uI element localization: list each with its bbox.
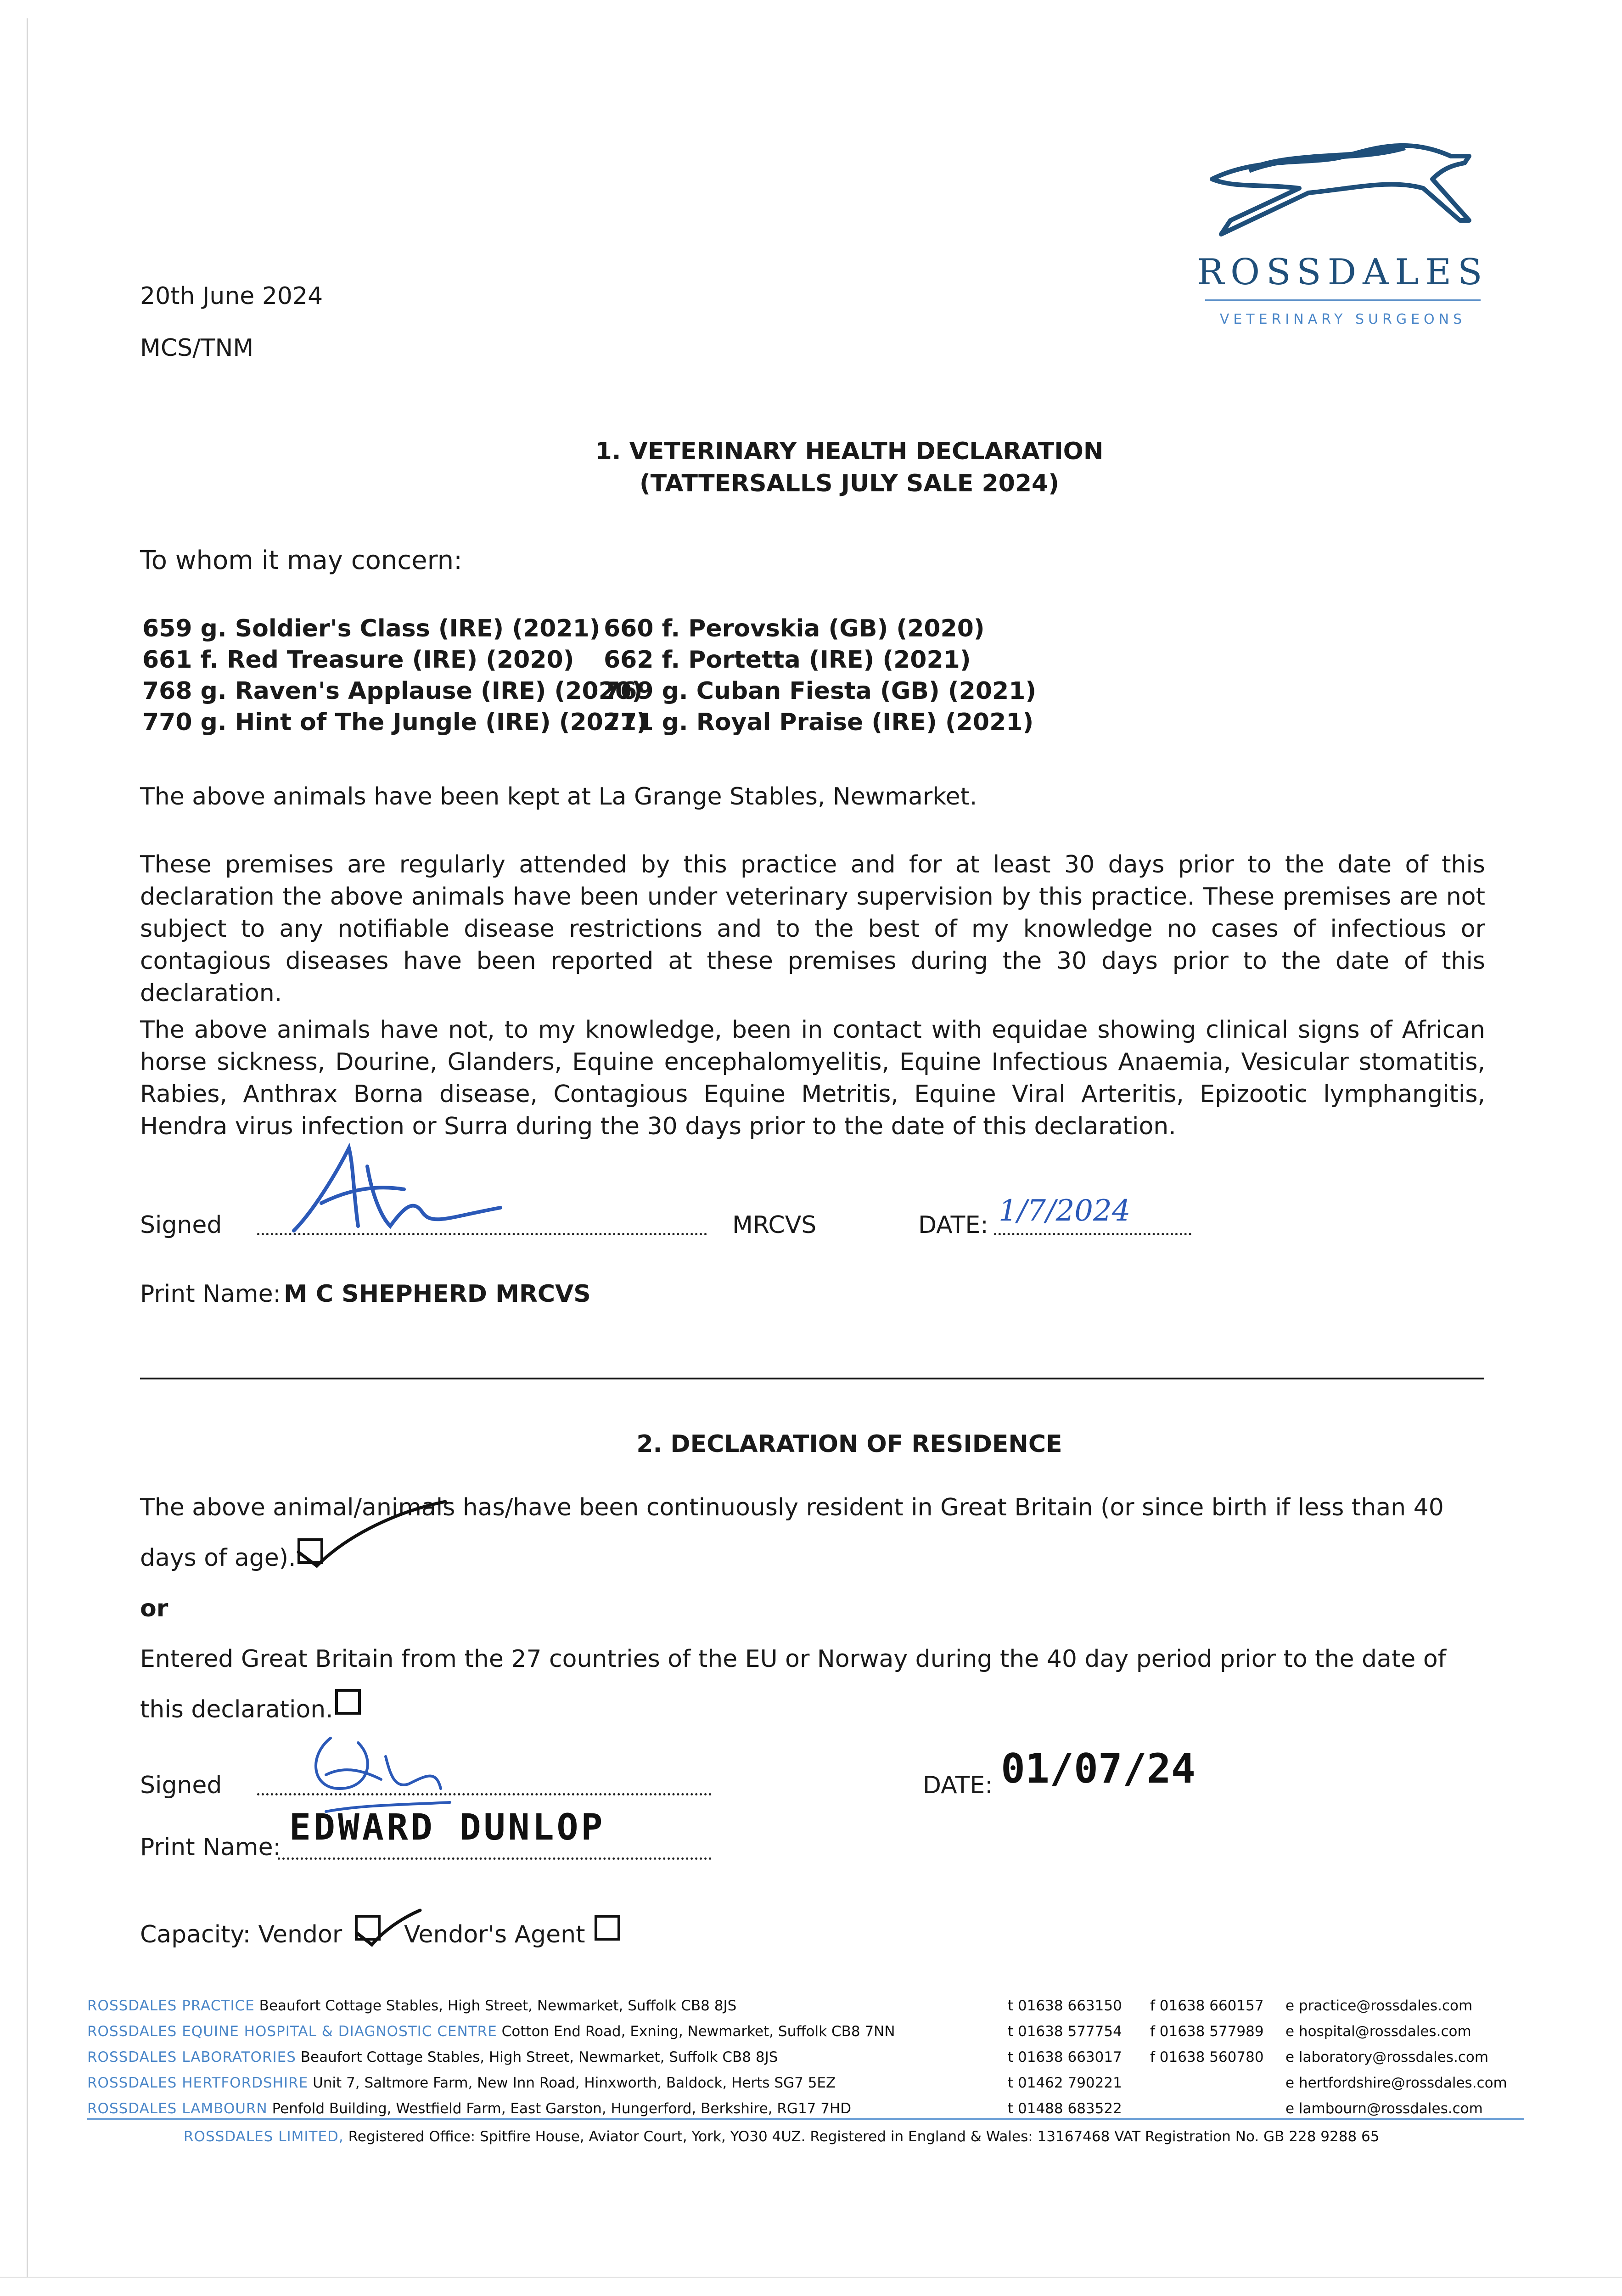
footer-address: Cotton End Road, Exning, Newmarket, Suffolk CB8 7NN xyxy=(501,2023,895,2040)
list-item: 771 g. Royal Praise (IRE) (2021) xyxy=(604,709,1034,736)
logo-underline xyxy=(1205,299,1481,301)
footer-row xyxy=(87,1993,1001,2019)
vendors-agent-label: Vendor's Agent xyxy=(404,1921,585,1948)
scan-bottom-edge xyxy=(0,2277,1622,2278)
option1-line2: days of age). xyxy=(140,1544,296,1572)
vendor-print-name: EDWARD DUNLOP xyxy=(289,1807,606,1848)
reference-code: MCS/TNM xyxy=(140,334,254,362)
footer-phone: t 01488 683522 xyxy=(1008,2100,1122,2117)
horse-list xyxy=(142,613,1061,738)
footer-phone: t 01638 663017 xyxy=(1008,2049,1122,2065)
footer-emails xyxy=(1285,1993,1524,2122)
footer-org: ROSSDALES EQUINE HOSPITAL & DIAGNOSTIC CENTRE xyxy=(87,2023,497,2040)
scan-edge xyxy=(27,18,28,2278)
signed-label: Signed xyxy=(140,1772,222,1799)
vendors-agent-checkbox[interactable] xyxy=(595,1915,620,1941)
footer-org: ROSSDALES HERTFORDSHIRE xyxy=(87,2075,309,2091)
option1-line1: The above animal/animals has/have been continuously resident in Great Britain (or since birth if less than 40 xyxy=(140,1494,1444,1521)
rossdales-horse-logo-icon xyxy=(1194,138,1492,250)
footer-address: Penfold Building, Westfield Farm, East Garston, Hungerford, Berkshire, RG17 7HD xyxy=(272,2100,852,2117)
option2-line1: Entered Great Britain from the 27 countries of the EU or Norway during the 40 day period prior to the date of xyxy=(140,1645,1446,1673)
footer-org: ROSSDALES LABORATORIES xyxy=(87,2049,296,2065)
date-label: DATE: xyxy=(918,1211,988,1239)
paragraph-premises: The above animals have been kept at La Grange Stables, Newmarket. xyxy=(140,783,977,810)
logo-name: ROSSDALES xyxy=(1197,252,1489,293)
registered-org: ROSSDALES LIMITED, xyxy=(184,2128,344,2145)
footer-divider xyxy=(87,2118,1524,2120)
footer-email[interactable]: e hospital@rossdales.com xyxy=(1285,2023,1471,2040)
footer-row xyxy=(87,2044,1001,2070)
option2-line2: this declaration. xyxy=(140,1696,333,1723)
footer-fax: f 01638 577989 xyxy=(1150,2023,1264,2040)
section1-title xyxy=(528,435,1171,500)
section-divider xyxy=(140,1378,1484,1379)
list-item: 768 g. Raven's Applause (IRE) (2020) xyxy=(142,677,643,705)
section1-title-line1: 1. VETERINARY HEALTH DECLARATION xyxy=(595,438,1104,465)
list-item: 661 f. Red Treasure (IRE) (2020) xyxy=(142,646,574,674)
eu-entry-checkbox[interactable] xyxy=(335,1689,361,1715)
footer-email[interactable]: e hertfordshire@rossdales.com xyxy=(1285,2075,1507,2091)
date-label: DATE: xyxy=(923,1772,993,1799)
letter-date: 20th June 2024 xyxy=(140,282,323,310)
footer-address: Beaufort Cottage Stables, High Street, Newmarket, Suffolk CB8 8JS xyxy=(259,1998,737,2014)
footer-org: ROSSDALES PRACTICE xyxy=(87,1998,255,2014)
salutation: To whom it may concern: xyxy=(140,546,462,575)
footer-row xyxy=(87,2070,1001,2096)
footer-addresses xyxy=(87,1993,1001,2122)
footer-fax: f 01638 560780 xyxy=(1150,2049,1264,2065)
vet-date-value: 1/7/2024 xyxy=(999,1194,1131,1228)
registered-office xyxy=(184,2124,1524,2150)
list-item: 660 f. Perovskia (GB) (2020) xyxy=(604,615,985,642)
logo-subtitle: VETERINARY SURGEONS xyxy=(1219,311,1466,327)
vendor-date-value: 01/07/24 xyxy=(1001,1745,1195,1792)
print-name-label: Print Name: xyxy=(140,1280,281,1308)
vet-print-name: M C SHEPHERD MRCVS xyxy=(284,1280,591,1308)
registered-text: Registered Office: Spitfire House, Aviator Court, York, YO30 4UZ. Registered in England & Wales: 13167468 VAT Registration No. GB 228 9288 65 xyxy=(348,2128,1380,2145)
footer-row xyxy=(87,2019,1001,2044)
mrcvs-label: MRCVS xyxy=(732,1211,817,1239)
footer-email[interactable]: e laboratory@rossdales.com xyxy=(1285,2049,1489,2065)
footer-phone: t 01638 663150 xyxy=(1008,1998,1122,2014)
footer-address: Unit 7, Saltmore Farm, New Inn Road, Hinxworth, Baldock, Herts SG7 5EZ xyxy=(313,2075,836,2091)
section1-title-line2: (TATTERSALLS JULY SALE 2024) xyxy=(640,470,1059,498)
list-item: 769 g. Cuban Fiesta (GB) (2021) xyxy=(604,677,1037,705)
list-item: 662 f. Portetta (IRE) (2021) xyxy=(604,646,971,674)
checkmark-icon xyxy=(294,1483,450,1577)
list-item: 770 g. Hint of The Jungle (IRE) (2021) xyxy=(142,709,647,736)
footer-fax: f 01638 660157 xyxy=(1150,1998,1264,2014)
paragraph-supervision: These premises are regularly attended by this practice and for at least 30 days prior to the date of this declaration the above animals have been under veterinary supervision by this practice. These premises are not subject to any notifiable disease restrictions and to the best of my knowledge no cases of infectious or contagious diseases have been reported at these premises during the 30 days prior to the date of this declaration. xyxy=(140,851,1485,1007)
footer-email[interactable]: e lambourn@rossdales.com xyxy=(1285,2100,1483,2117)
date-line xyxy=(994,1233,1191,1235)
footer-phones xyxy=(1008,1993,1150,2122)
footer-faxes xyxy=(1150,1993,1283,2070)
footer-address: Beaufort Cottage Stables, High Street, Newmarket, Suffolk CB8 8JS xyxy=(300,2049,778,2065)
list-item: 659 g. Soldier's Class (IRE) (2021) xyxy=(142,615,601,642)
or-label: or xyxy=(140,1595,168,1622)
footer-email[interactable]: e practice@rossdales.com xyxy=(1285,1998,1473,2014)
footer-phone: t 01638 577754 xyxy=(1008,2023,1122,2040)
paragraph-disease-contact: The above animals have not, to my knowledge, been in contact with equidae showing clinical signs of African horse sickness, Dourine, Glanders, Equine encephalomyelitis, Equine Infectious Anaemia, Vesicular stomatitis, Rabies, Anthrax Borna disease, Contagious Equine Metritis, Equine Viral Arteritis, Epizootic lymphangitis, Hendra virus infection or Surra during the 30 days prior to the date of this declaration. xyxy=(140,1016,1485,1140)
vet-signature-icon xyxy=(285,1139,505,1246)
footer-org: ROSSDALES LAMBOURN xyxy=(87,2100,268,2117)
capacity-label: Capacity: Vendor xyxy=(140,1921,342,1948)
footer-phone: t 01462 790221 xyxy=(1008,2075,1122,2091)
print-name-label: Print Name: xyxy=(140,1834,281,1861)
section2-title: 2. DECLARATION OF RESIDENCE xyxy=(636,1430,1062,1458)
signed-label: Signed xyxy=(140,1211,222,1239)
print-name-line xyxy=(278,1857,712,1860)
